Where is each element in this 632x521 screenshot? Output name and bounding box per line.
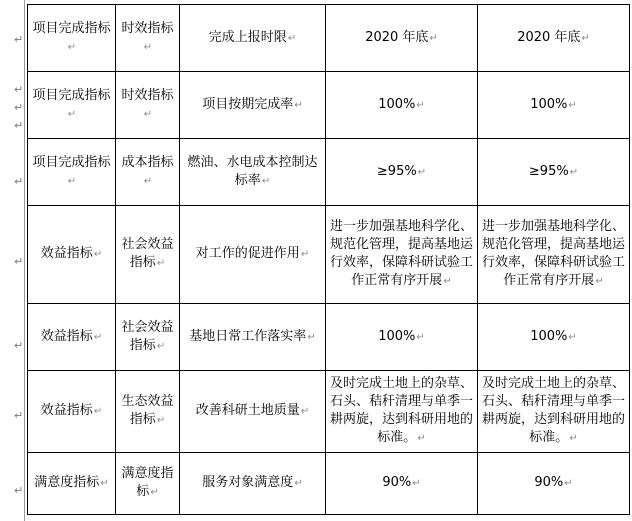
cell-text: 项目按期完成率 (202, 96, 294, 112)
tertiary-indicator-cell (180, 139, 326, 206)
cell-text: 社会效益指标 (121, 237, 174, 270)
target-value-cell (326, 206, 478, 304)
cell-text: 100% (530, 96, 568, 112)
paragraph-mark: ↵ (14, 101, 24, 114)
actual-value-cell (478, 304, 630, 371)
primary-indicator-cell (28, 206, 116, 304)
paragraph-mark: ↵ (417, 166, 427, 178)
cell-text: 效益指标 (40, 246, 93, 261)
primary-indicator-cell (28, 5, 116, 72)
paragraph-mark: ↵ (568, 99, 577, 111)
cell-text: 2020 年底 (517, 29, 581, 45)
target-value-cell (326, 453, 478, 515)
cell-text: 90% (382, 475, 412, 490)
cell-text: 时效指标 (121, 20, 174, 36)
actual-value-cell (478, 139, 630, 206)
secondary-indicator-cell (116, 453, 180, 515)
paragraph-mark: ↵ (429, 32, 438, 44)
paragraph-mark: ↵ (300, 406, 310, 417)
paragraph-mark: ↵ (14, 83, 24, 96)
margin-rule (24, 0, 25, 521)
cell-text: 效益指标 (40, 328, 93, 344)
paragraph-mark: ↵ (14, 409, 24, 422)
paragraph-mark: ↵ (143, 108, 153, 120)
paragraph-mark: ↵ (595, 276, 604, 287)
cell-text: 进一步加强基地科学化、规范化管理，提高基地运行效率，保障科研试验工作正常有序开展 (329, 219, 473, 288)
secondary-indicator-cell (116, 139, 180, 206)
paragraph-mark: ↵ (294, 99, 303, 111)
table-row (28, 206, 630, 304)
paragraph-mark: ↵ (100, 478, 109, 489)
cell-text: 对工作的促进作用 (195, 246, 300, 261)
target-value-cell (326, 304, 478, 371)
tertiary-indicator-cell (180, 72, 326, 139)
paragraph-mark: ↵ (14, 175, 24, 188)
paragraph-mark: ↵ (568, 331, 577, 343)
tertiary-indicator-cell (180, 371, 326, 453)
table-row (28, 72, 630, 139)
left-margin (0, 0, 28, 521)
paragraph-mark: ↵ (564, 478, 573, 489)
table-row (28, 453, 630, 515)
primary-indicator-cell (28, 453, 116, 515)
cell-text: 100% (378, 328, 416, 344)
paragraph-mark: ↵ (569, 433, 578, 444)
actual-value-cell (478, 72, 630, 139)
paragraph-mark: ↵ (143, 175, 153, 187)
cell-text: 及时完成土地上的杂草、石头、秸秆清理与单季一耕两旋，达到科研用地的标准。 (329, 376, 473, 445)
paragraph-mark: ↵ (14, 255, 24, 268)
cell-text: 进一步加强基地科学化、规范化管理，提高基地运行效率，保障科研试验工作正常有序开展 (481, 219, 625, 288)
paragraph-mark: ↵ (156, 340, 166, 352)
cell-text: 100% (530, 328, 568, 344)
cell-text: 100% (378, 96, 416, 112)
paragraph-mark: ↵ (156, 258, 166, 269)
cell-text: 燃油、水电成本控制达标率 (187, 154, 318, 188)
cell-text: 时效指标 (121, 87, 174, 103)
paragraph-mark: ↵ (417, 433, 426, 444)
paragraph-mark: ↵ (294, 478, 303, 489)
paragraph-mark: ↵ (156, 415, 166, 426)
paragraph-mark: ↵ (416, 331, 425, 343)
table-row (28, 139, 630, 206)
paragraph-mark: ↵ (443, 276, 452, 287)
paragraph-mark: ↵ (581, 32, 590, 44)
paragraph-mark: ↵ (14, 484, 24, 497)
paragraph-mark: ↵ (416, 99, 425, 111)
cell-text: 服务对象满意度 (202, 475, 294, 490)
cell-text: 社会效益指标 (121, 319, 174, 353)
paragraph-mark: ↵ (150, 487, 159, 498)
cell-text: 效益指标 (40, 403, 93, 418)
paragraph-mark: ↵ (569, 166, 579, 178)
paragraph-mark: ↵ (14, 119, 24, 132)
tertiary-indicator-cell (180, 206, 326, 304)
cell-text: 项目完成指标 (32, 154, 111, 170)
cell-text: ≥95% (376, 163, 417, 179)
secondary-indicator-cell (116, 371, 180, 453)
secondary-indicator-cell (116, 304, 180, 371)
cell-text: ≥95% (528, 163, 569, 179)
paragraph-mark: ↵ (412, 478, 421, 489)
secondary-indicator-cell (116, 5, 180, 72)
cell-text: 满意度指标 (121, 466, 174, 499)
target-value-cell (326, 5, 478, 72)
paragraph-mark: ↵ (93, 249, 103, 260)
table-row (28, 304, 630, 371)
cell-text: 项目完成指标 (32, 87, 111, 103)
paragraph-mark: ↵ (261, 175, 271, 187)
cell-text: 满意度指标 (34, 475, 100, 490)
primary-indicator-cell (28, 371, 116, 453)
table-row (28, 371, 630, 453)
cell-text: 生态效益指标 (121, 394, 174, 427)
cell-text: 及时完成土地上的杂草、石头、秸秆清理与单季一耕两旋，达到科研用地的标准。 (481, 376, 625, 445)
primary-indicator-cell (28, 72, 116, 139)
indicator-table (27, 4, 630, 515)
tertiary-indicator-cell (180, 5, 326, 72)
actual-value-cell (478, 5, 630, 72)
paragraph-mark: ↵ (287, 32, 297, 44)
paragraph-mark: ↵ (67, 108, 77, 120)
target-value-cell (326, 139, 478, 206)
secondary-indicator-cell (116, 72, 180, 139)
secondary-indicator-cell (116, 206, 180, 304)
paragraph-mark: ↵ (300, 249, 310, 260)
primary-indicator-cell (28, 139, 116, 206)
target-value-cell (326, 72, 478, 139)
cell-text: 改善科研土地质量 (195, 403, 300, 418)
table-row (28, 5, 630, 72)
paragraph-mark: ↵ (307, 331, 316, 343)
paragraph-mark: ↵ (14, 33, 24, 46)
cell-text: 90% (534, 475, 564, 490)
tertiary-indicator-cell (180, 304, 326, 371)
paragraph-mark: ↵ (93, 331, 103, 343)
paragraph-mark: ↵ (67, 41, 77, 53)
actual-value-cell (478, 371, 630, 453)
target-value-cell (326, 371, 478, 453)
paragraph-mark: ↵ (14, 339, 24, 352)
cell-text: 项目完成指标 (32, 20, 111, 36)
cell-text: 2020 年底 (365, 29, 429, 45)
tertiary-indicator-cell (180, 453, 326, 515)
paragraph-mark: ↵ (93, 406, 103, 417)
cell-text: 基地日常工作落实率 (189, 328, 307, 344)
actual-value-cell (478, 206, 630, 304)
cell-text: 完成上报时限 (208, 29, 287, 45)
actual-value-cell (478, 453, 630, 515)
paragraph-mark: ↵ (67, 175, 77, 187)
cell-text: 成本指标 (121, 154, 174, 170)
primary-indicator-cell (28, 304, 116, 371)
paragraph-mark: ↵ (143, 41, 153, 53)
